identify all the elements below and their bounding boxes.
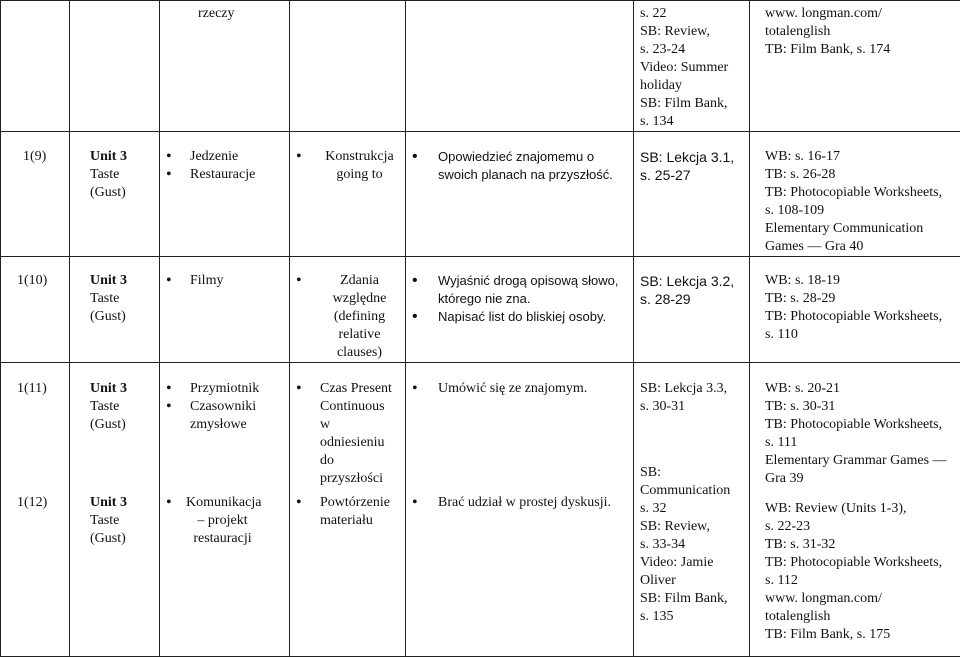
num-cell [1, 488, 70, 656]
skill-item: • Napisać list do bliskiej osoby. [406, 308, 633, 326]
materials-cell [634, 132, 750, 257]
extra-line: TB: Photocopiable Worksheets, [765, 554, 960, 572]
num-cell [1, 1, 70, 132]
topic-item: • Restauracje [160, 166, 289, 184]
topic-item: • Przymiotnik [160, 380, 289, 398]
skill-item: • Brać udział w prostej dyskusji. [406, 494, 633, 512]
unit-cell [70, 132, 160, 257]
skill-item: • Opowiedzieć znajomemu o swoich planach na przyszłość. [406, 148, 633, 184]
topic-item: • Jedzenie [160, 148, 289, 166]
extra-line: TB: Photocopiable Worksheets, [765, 184, 960, 202]
extra-line: TB: s. 31-32 [765, 536, 960, 554]
skills-cell [406, 132, 634, 257]
materials-line: s. 25-27 [640, 166, 749, 184]
materials-line: s. 28-29 [640, 290, 749, 308]
unit-cell [70, 363, 160, 489]
extra-line: WB: s. 18-19 [765, 272, 960, 290]
grammar-item: • Powtórzenie materiału [290, 494, 405, 530]
materials-line: holiday [640, 77, 749, 95]
extra-cell [750, 257, 960, 363]
unit-title: Unit 3 [90, 494, 159, 512]
lesson-number: 1(12) [17, 495, 47, 510]
extra-line: www. longman.com/ [765, 590, 960, 608]
materials-line: Communication [640, 482, 749, 500]
num-cell [1, 363, 70, 489]
lesson-number: 1(9) [23, 149, 46, 164]
topic-item: • Komunikacja – projekt restauracji [160, 494, 289, 548]
extra-line: s. 22-23 [765, 518, 960, 536]
unit-title: Unit 3 [90, 380, 159, 398]
materials-cell [634, 363, 750, 657]
extra-line: TB: s. 30-31 [765, 398, 960, 416]
table-row [1, 363, 960, 489]
topic-item: • Czasowniki zmysłowe [160, 398, 289, 434]
materials-line: s. 135 [640, 608, 749, 626]
skill-item: • Wyjaśnić drogą opisową słowo, którego nie zna. [406, 272, 633, 308]
materials-line: s. 32 [640, 500, 749, 518]
grammar-item: • Zdania względne (defining relative clauses) [290, 272, 405, 362]
extra-line: s. 112 [765, 572, 960, 590]
extra-line: Elementary Grammar Games — [765, 452, 960, 470]
materials-line: s. 22 [640, 5, 749, 23]
topic-cell [160, 132, 290, 257]
grammar-cell [290, 132, 406, 257]
materials-line: Video: Jamie [640, 554, 749, 572]
extra-line: TB: Photocopiable Worksheets, [765, 416, 960, 434]
topic-cell [160, 363, 290, 489]
extra-line: TB: s. 28-29 [765, 290, 960, 308]
extra-line: s. 108-109 [765, 202, 960, 220]
extra-line: s. 111 [765, 434, 960, 452]
extra-line: TB: Photocopiable Worksheets, [765, 308, 960, 326]
unit-cell [70, 488, 160, 656]
unit-subtitle: (Gust) [90, 530, 159, 548]
materials-line: s. 33-34 [640, 536, 749, 554]
unit-subtitle: Taste [90, 512, 159, 530]
materials-line: s. 134 [640, 113, 749, 131]
topic-item: • Filmy [160, 272, 289, 290]
extra-line: TB: Film Bank, s. 174 [765, 41, 960, 59]
extra-line: WB: s. 20-21 [765, 380, 960, 398]
skills-cell [406, 488, 634, 656]
extra-cell [750, 132, 960, 257]
skills-cell [406, 257, 634, 363]
grammar-cell [290, 363, 406, 489]
materials-line: SB: Lekcja 3.3, [640, 380, 749, 398]
extra-line: WB: Review (Units 1-3), [765, 500, 960, 518]
materials-line: SB: Review, [640, 23, 749, 41]
extra-cell [750, 1, 960, 132]
materials-line: s. 30-31 [640, 398, 749, 416]
materials-cell [634, 257, 750, 363]
extra-line: TB: s. 26-28 [765, 166, 960, 184]
num-cell [1, 132, 70, 257]
materials-line: SB: Film Bank, [640, 590, 749, 608]
lesson-number: 1(11) [17, 381, 47, 396]
unit-cell [70, 257, 160, 363]
extra-line: totalenglish [765, 23, 960, 41]
table-row [1, 257, 960, 363]
extra-line: Elementary Communication [765, 220, 960, 238]
unit-subtitle: (Gust) [90, 416, 159, 434]
unit-title: Unit 3 [90, 148, 159, 166]
materials-cell [634, 1, 750, 132]
grammar-item: • Czas Present Continuous w odniesieniu do przyszłości [290, 380, 405, 488]
unit-cell [70, 1, 160, 132]
materials-line: SB: [640, 464, 749, 482]
materials-line: SB: Film Bank, [640, 95, 749, 113]
materials-line: SB: Review, [640, 518, 749, 536]
materials-line: Video: Summer [640, 59, 749, 77]
extra-line: www. longman.com/ [765, 5, 960, 23]
lesson-number: 1(10) [17, 273, 47, 288]
unit-subtitle: Taste [90, 166, 159, 184]
extra-line: Games — Gra 40 [765, 238, 960, 256]
grammar-cell [290, 257, 406, 363]
skills-cell [406, 1, 634, 132]
extra-line: s. 110 [765, 326, 960, 344]
topic-cell [160, 1, 290, 132]
table-row [1, 1, 960, 132]
materials-line: s. 23-24 [640, 41, 749, 59]
unit-subtitle: (Gust) [90, 308, 159, 326]
extra-line: TB: Film Bank, s. 175 [765, 626, 960, 644]
extra-cell [750, 363, 960, 657]
topic-cell [160, 488, 290, 656]
materials-line: SB: Lekcja 3.2, [640, 272, 749, 290]
extra-line: WB: s. 16-17 [765, 148, 960, 166]
table-row [1, 132, 960, 257]
extra-line: totalenglish [765, 608, 960, 626]
unit-subtitle: Taste [90, 290, 159, 308]
grammar-cell [290, 1, 406, 132]
unit-title: Unit 3 [90, 272, 159, 290]
skills-cell [406, 363, 634, 489]
unit-subtitle: Taste [90, 398, 159, 416]
grammar-cell [290, 488, 406, 656]
topic-cell [160, 257, 290, 363]
topic-text: rzeczy [198, 6, 235, 21]
skill-item: • Umówić się ze znajomym. [406, 380, 633, 398]
extra-line: Gra 39 [765, 470, 960, 488]
unit-subtitle: (Gust) [90, 184, 159, 202]
materials-line: Oliver [640, 572, 749, 590]
materials-line: SB: Lekcja 3.1, [640, 148, 749, 166]
grammar-item: • Konstrukcja going to [290, 148, 405, 184]
num-cell [1, 257, 70, 363]
